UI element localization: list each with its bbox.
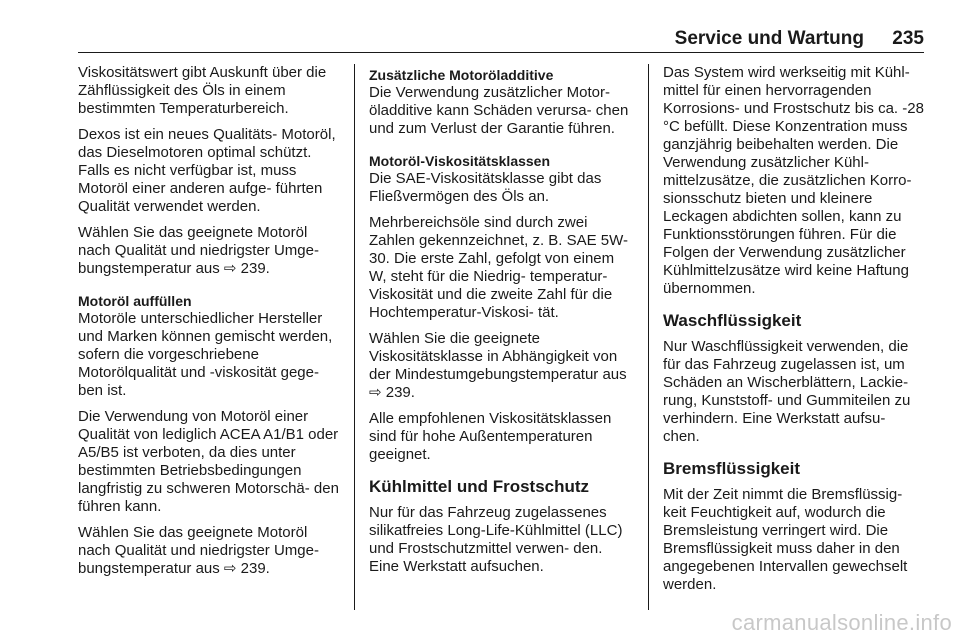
- paragraph: Alle empfohlenen Viskositätsklassen sind für hohe Außentemperaturen geeignet.: [369, 410, 612, 463]
- section-title: Service und Wartung: [674, 28, 864, 49]
- section-heading: Motoröl-Viskositätsklassen: [369, 153, 551, 169]
- paragraph: Die Verwendung zusätzlicher Motor- öladditive kann Schäden verursa- chen und zum Verlust der Garantie führen.: [369, 84, 629, 137]
- column-2: [369, 64, 634, 584]
- paragraph: Die Verwendung von Motoröl einer Qualität von lediglich ACEA A1/B1 oder A5/B5 ist verboten, da dies unter bestimmten Betriebsbedingungen langfristig zu schweren Motorschä- den führen kann.: [78, 408, 339, 515]
- paragraph: Das System wird werkseitig mit Kühl- mittel für einen hervorragenden Korrosions- und Frostschutz bis ca. -28 °C befüllt. Diese Konzentration muss ganzjährig beibehalten werden. Die Verwendung zusätzlicher Kühl- mittelzusätze, die zusätzlichen Korro- sionsschutz bieten und kleinere Leckagen abdichten sollen, kann zu Funktionsstörungen führen. Für die Folgen der Verwendung zusätzlicher Kühlmittelzusätze wird keine Haftung übernommen.: [663, 64, 924, 297]
- paragraph: Mehrbereichsöle sind durch zwei Zahlen gekennzeichnet, z. B. SAE 5W-30. Die erste Zahl, gefolgt von einem W, steht für die Niedrig- temperatur-Viskosität und die zweite Zahl für die Hochtemperatur-Viskosi- tät.: [369, 214, 629, 321]
- paragraph: Wählen Sie das geeignete Motoröl nach Qualität und niedrigster Umge- bungstemperatur aus ⇨ 239.: [78, 524, 319, 577]
- column-3: [663, 64, 925, 602]
- paragraph: Motoröle unterschiedlicher Hersteller und Marken können gemischt werden, sofern die vorgeschriebene Motorölqualität und -viskosität gege- ben ist.: [78, 310, 333, 399]
- column-divider-2: [648, 64, 649, 610]
- paragraph: Wählen Sie das geeignete Motoröl nach Qualität und niedrigster Umge- bungstemperatur aus ⇨ 239.: [78, 224, 319, 277]
- paragraph: Die SAE-Viskositätsklasse gibt das Fließvermögen des Öls an.: [369, 170, 602, 205]
- section-heading: Zusätzliche Motoröladditive: [369, 67, 554, 83]
- section-heading: Waschflüssigkeit: [663, 311, 802, 330]
- paragraph: Nur für das Fahrzeug zugelassenes silikatfreies Long-Life-Kühlmittel (LLC) und Frostschutzmittel verwen- den. Eine Werkstatt aufsuchen.: [369, 504, 623, 575]
- section-heading: Kühlmittel und Frostschutz: [369, 477, 590, 496]
- column-divider-1: [354, 64, 355, 610]
- section-heading: Motoröl auffüllen: [78, 293, 192, 309]
- header-rule: [78, 52, 924, 53]
- column-1: [78, 64, 340, 586]
- paragraph: Wählen Sie die geeignete Viskositätsklasse in Abhängigkeit von der Mindestumgebungstemperatur aus ⇨ 239.: [369, 330, 627, 401]
- page-header: [78, 28, 924, 50]
- paragraph: Nur Waschflüssigkeit verwenden, die für das Fahrzeug zugelassen ist, um Schäden an Wischerblättern, Lackie- rung, Kunststoff- und Gummiteilen zu verhindern. Eine Werkstatt aufsu- chen.: [663, 338, 911, 445]
- page-number: 235: [892, 28, 924, 49]
- paragraph: Mit der Zeit nimmt die Bremsflüssig- keit Feuchtigkeit auf, wodurch die Bremsleistung verringert wird. Die Bremsflüssigkeit muss daher in den angegebenen Intervallen gewechselt werden.: [663, 486, 908, 593]
- paragraph: Dexos ist ein neues Qualitäts- Motoröl, das Dieselmotoren optimal schützt. Falls es nicht verfügbar ist, muss Motoröl einer anderen aufge- führten Qualität verwendet werden.: [78, 126, 336, 215]
- watermark: carmanualsonline.info: [731, 610, 952, 635]
- section-heading: Bremsflüssigkeit: [663, 459, 800, 478]
- paragraph: Viskositätswert gibt Auskunft über die Zähflüssigkeit des Öls in einem bestimmten Temperaturbereich.: [78, 64, 327, 117]
